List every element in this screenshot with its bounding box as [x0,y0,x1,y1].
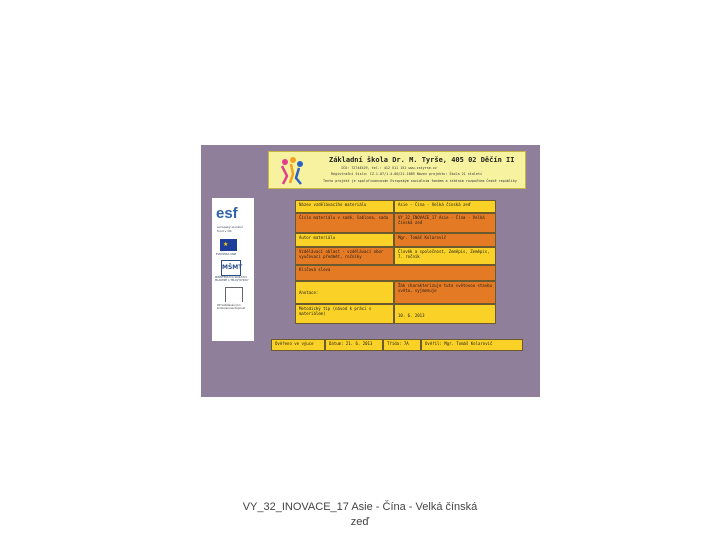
opvk-text: OP Vzdělávání pro konkurenceschopnost [217,304,246,311]
table-label: Klíčová slova [295,265,496,281]
table-label: Anotace: [295,281,394,304]
children-logo-icon [277,156,307,186]
footer-teacher: Ověřil: Mgr. Tomáš Kolarovič [421,339,523,351]
footer-class: Třída: 7A [383,339,421,351]
esf-text: evropský sociální fond v ČR [217,225,243,233]
school-header [268,151,526,189]
msmt-text: MINISTERSTVO ŠKOLSTVÍ, MLÁDEŽE A TĚLOVÝCHOVY [215,276,249,282]
table-label: Číslo materiálu v sadě, šablona, sada [295,213,394,233]
opvk-house-icon [225,287,243,302]
school-contact: IČO: 72744529, tel.: 412 511 151 www.zstyrse.cz [341,166,437,170]
footer-verified: Ověřeno ve výuce [271,339,325,351]
table-value: 10. 6. 2013 [394,304,496,324]
table-label: Název vzdělávacího materiálu [295,200,394,213]
funding-note: Tento projekt je spolufinancován Evropským sociálním fondem a státním rozpočtem České republiky [323,179,517,183]
table-value: Žák charakterizuje tuto světovou stavbu světa, vyjmenuje [394,281,496,304]
table-label: Vzdělávací oblast - vzdělávací obor vyučovací předmět, ročníky [295,247,394,265]
table-label: Metodický tip (návod k práci s materiálem) [295,304,394,324]
slide-thumbnail [201,145,540,397]
msmt-logo: MŠMT [221,260,241,276]
eu-flag-icon: ★ [220,239,237,251]
table-value: Člověk a společnost, Zeměpis, Zeměpis, 7. ročník [394,247,496,265]
logo-sidebar [212,198,254,341]
project-registration: Registrační číslo: CZ.1.07/1.4.00/21.1889 Název projektu: Škola 21 století [331,172,483,176]
school-name: Základní škola Dr. M. Tyrše, 405 02 Děčín II [329,156,515,164]
table-value: Asie - Čína - Velká čínská zeď [394,200,496,213]
table-value: VY_32_INOVACE_17 Asie - Čína - Velká čínská zeď [394,213,496,233]
esf-logo: esf [216,205,238,222]
table-value: Mgr. Tomáš Kolarovič [394,233,496,247]
table-label: Autor materiálu [295,233,394,247]
slide-caption: VY_32_INOVACE_17 Asie - Čína - Velká čínská zeď [242,501,478,528]
eu-text: EVROPSKÁ UNIE [216,253,237,256]
footer-date: Datum: 21. 6. 2013 [325,339,383,351]
